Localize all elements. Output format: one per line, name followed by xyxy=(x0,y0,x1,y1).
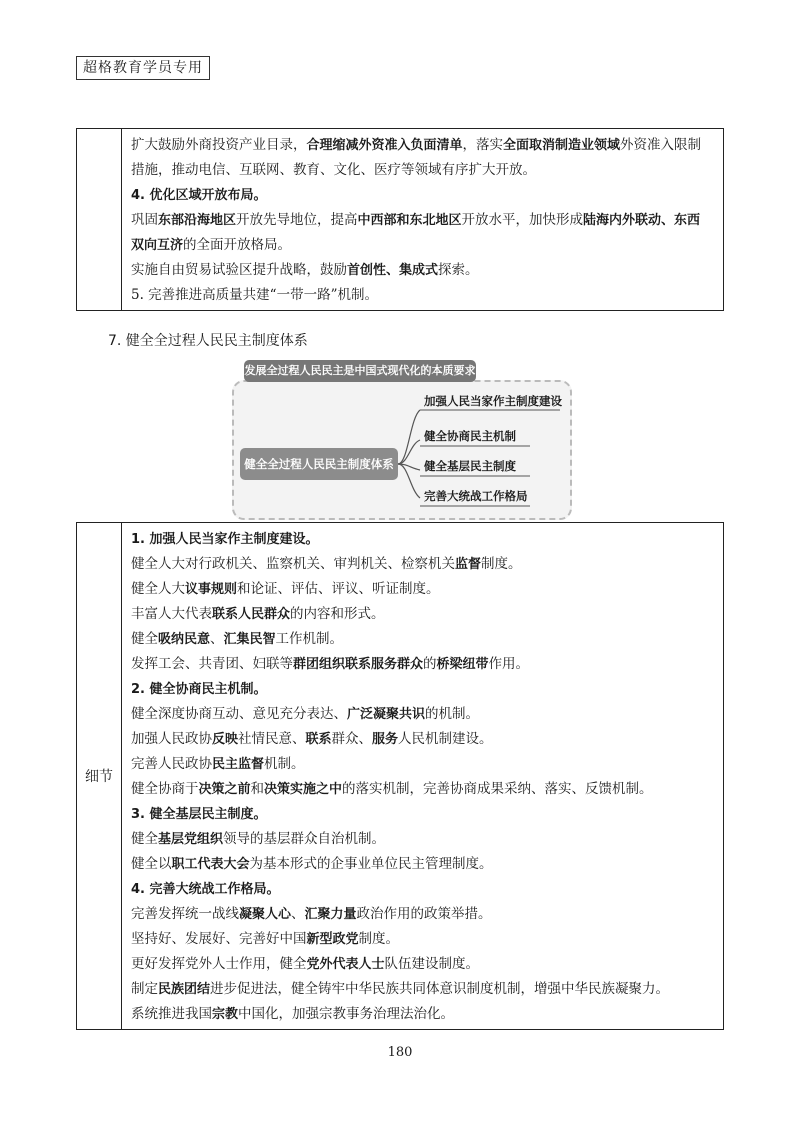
bold-segment: 汇集民智 xyxy=(223,632,276,647)
text-segment: 机制。 xyxy=(264,756,305,772)
text-segment: 加强人民政协 xyxy=(131,731,212,747)
bold-segment: 陆海内外联动、东西 xyxy=(583,213,701,228)
text-segment: 领导的基层群众自治机制。 xyxy=(223,831,386,847)
bold-segment: 反映 xyxy=(212,732,239,747)
text-segment: 健全以 xyxy=(131,856,172,872)
bold-segment: 宗教 xyxy=(212,1007,239,1022)
text-segment: 进步促进法，健全铸牢中华民族共同体意识制度机制，增强中华民族凝聚力。 xyxy=(210,981,670,997)
bold-segment: 首创性、集成式 xyxy=(347,263,439,278)
text-segment: 政治作用的政策举措。 xyxy=(356,906,492,922)
bold-segment: 3. 健全基层民主制度。 xyxy=(131,807,267,822)
bold-segment: 吸纳民意 xyxy=(158,632,211,647)
text-segment: 措施，推动电信、互联网、教育、文化、医疗等领域有序扩大开放。 xyxy=(131,162,536,178)
text-line xyxy=(131,977,717,1002)
text-line xyxy=(131,552,717,577)
text-line xyxy=(131,927,717,952)
bold-segment: 全面取消制造业领域 xyxy=(503,138,621,153)
header-tag: 超格教育学员专用 xyxy=(76,56,210,80)
text-line xyxy=(131,827,717,852)
text-segment: 完善发挥统一战线 xyxy=(131,906,239,922)
bold-segment: 决策之前 xyxy=(198,782,251,797)
text-segment: 的 xyxy=(423,656,437,672)
text-segment: 系统推进我国 xyxy=(131,1006,212,1022)
bold-segment: 新型政党 xyxy=(306,932,359,947)
mindmap-branch: 加强人民当家作主制度建设 xyxy=(424,394,562,408)
text-segment: 、 xyxy=(210,631,224,647)
text-line xyxy=(131,652,717,677)
details-label-cell: 细节 xyxy=(77,523,122,1030)
line-list xyxy=(131,527,717,1027)
text-segment: 扩大鼓励外商投资产业目录， xyxy=(131,137,307,153)
section-title: 7. 健全全过程人民民主制度体系 xyxy=(108,333,308,349)
text-segment: 丰富人大代表 xyxy=(131,606,212,622)
text-line xyxy=(131,852,717,877)
details-content-cell xyxy=(122,523,724,1030)
text-segment: 人民机制建设。 xyxy=(398,731,493,747)
text-segment: 为基本形式的企事业单位民主管理制度。 xyxy=(249,856,493,872)
bold-segment: 2. 健全协商民主机制。 xyxy=(131,682,267,697)
bold-segment: 汇聚力量 xyxy=(304,907,357,922)
text-line xyxy=(131,677,717,702)
text-segment: 开放先导地位，提高 xyxy=(236,212,358,228)
bold-segment: 中西部和东北地区 xyxy=(357,213,462,228)
text-line xyxy=(131,727,717,752)
mindmap-top-label: 发展全过程人民民主是中国式现代化的本质要求 xyxy=(244,360,476,382)
bold-segment: 基层党组织 xyxy=(158,832,224,847)
mindmap-branch: 健全基层民主制度 xyxy=(424,459,516,473)
bold-segment: 职工代表大会 xyxy=(171,857,250,872)
text-segment: 健全人大 xyxy=(131,581,185,597)
text-segment: 和论证、评估、评议、听证制度。 xyxy=(237,581,440,597)
text-line xyxy=(131,527,717,552)
text-segment: 制定 xyxy=(131,981,158,997)
text-segment: 更好发挥党外人士作用，健全 xyxy=(131,956,307,972)
text-segment: 和 xyxy=(250,781,265,797)
text-line xyxy=(131,877,717,902)
mindmap-central-node: 健全全过程人民民主制度体系 xyxy=(240,448,398,480)
text-line xyxy=(131,752,717,777)
text-segment: 、 xyxy=(291,906,305,922)
text-segment: 的落实机制，完善协商成果采纳、落实、反馈机制。 xyxy=(342,781,653,797)
bold-segment: 东部沿海地区 xyxy=(158,213,237,228)
bold-segment: 1. 加强人民当家作主制度建设。 xyxy=(131,532,319,547)
bold-segment: 桥梁纽带 xyxy=(436,657,489,672)
bold-segment: 党外代表人士 xyxy=(306,957,385,972)
bold-segment: 联系人民群众 xyxy=(212,607,291,622)
text-segment: 外资准入限制 xyxy=(620,137,702,153)
bold-segment: 联系 xyxy=(305,732,332,747)
text-segment: 制度。 xyxy=(481,556,522,572)
bold-segment: 双向互济 xyxy=(131,238,184,253)
text-segment: 5. 完善推进高质量共建“一带一路”机制。 xyxy=(131,287,378,303)
text-line xyxy=(131,1002,717,1027)
text-segment: 健全人大对行政机关、监察机关、审判机关、检察机关 xyxy=(131,556,455,572)
text-segment: 健全深度协商互动、意见充分表达、 xyxy=(131,706,347,722)
text-segment: 的全面开放格局。 xyxy=(183,237,292,253)
bold-segment: 4. 优化区域开放布局。 xyxy=(131,188,267,203)
text-line xyxy=(131,802,717,827)
bold-segment: 民族团结 xyxy=(158,982,211,997)
bold-segment: 决策实施之中 xyxy=(264,782,343,797)
bold-segment: 民主监督 xyxy=(212,757,265,772)
text-line xyxy=(131,602,717,627)
mindmap-branch: 完善大统战工作格局 xyxy=(424,489,528,503)
text-segment: 健全协商于 xyxy=(131,781,199,797)
text-segment: 发挥工会、共青团、妇联等 xyxy=(131,656,293,672)
text-segment: ，落实 xyxy=(462,137,504,153)
text-segment: 的内容和形式。 xyxy=(290,606,385,622)
text-segment: 巩固 xyxy=(131,212,158,228)
text-segment: 健全 xyxy=(131,831,158,847)
text-line xyxy=(131,627,717,652)
text-segment: 制度。 xyxy=(358,931,400,947)
text-line xyxy=(131,702,717,727)
page-number: 180 xyxy=(387,1045,413,1060)
bold-segment: 4. 完善大统战工作格局。 xyxy=(131,882,280,897)
text-line xyxy=(131,952,717,977)
details-table xyxy=(76,522,724,1030)
text-segment: 中国化，加强宗教事务治理法治化。 xyxy=(238,1006,455,1022)
text-segment: 社情民意、 xyxy=(238,731,306,747)
text-segment: 队伍建设制度。 xyxy=(384,956,480,972)
text-segment: 实施自由贸易试验区提升战略，鼓励 xyxy=(131,262,347,278)
text-segment: 的机制。 xyxy=(425,706,480,722)
text-segment: 探索。 xyxy=(438,262,479,278)
bold-segment: 议事规则 xyxy=(185,582,238,597)
bold-segment: 合理缩减外资准入负面清单 xyxy=(306,138,463,153)
mindmap-branch: 健全协商民主机制 xyxy=(424,429,516,443)
bold-segment: 广泛凝聚共识 xyxy=(347,707,426,722)
text-line xyxy=(131,577,717,602)
bold-segment: 服务 xyxy=(372,732,399,747)
bold-segment: 群团组织联系服务群众 xyxy=(293,657,424,672)
text-segment: 坚持好、发展好、完善好中国 xyxy=(131,931,307,947)
text-line xyxy=(131,777,717,802)
text-segment: 工作机制。 xyxy=(275,631,344,647)
text-segment: 健全 xyxy=(131,631,158,647)
text-line xyxy=(131,902,717,927)
text-segment: 群众、 xyxy=(331,731,373,747)
text-segment: 完善人民政协 xyxy=(131,756,212,772)
bold-segment: 监督 xyxy=(455,557,482,572)
text-segment: 开放水平，加快形成 xyxy=(461,212,584,228)
bold-segment: 凝聚人心 xyxy=(239,907,292,922)
text-segment: 作用。 xyxy=(488,656,530,672)
